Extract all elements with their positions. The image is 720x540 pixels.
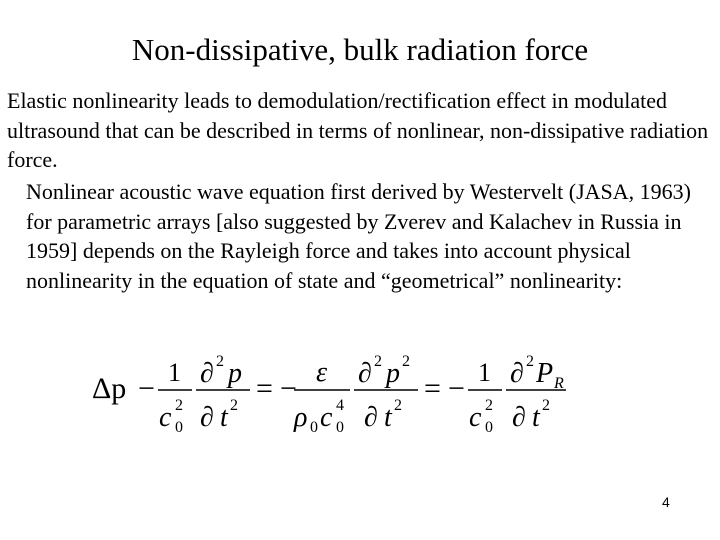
page-number: 4 (662, 494, 670, 510)
eq-frac6-sup: 2 (526, 353, 534, 370)
eq-frac6-var-P: P (536, 358, 554, 389)
eq-frac6-den-partial: ∂ (512, 402, 526, 433)
eq-frac5-num: 1 (478, 358, 491, 387)
westervelt-equation (88, 348, 628, 438)
eq-frac2-var-p: p (228, 358, 242, 389)
eq-frac2-sup: 2 (216, 353, 224, 370)
eq-frac6-den-t: t (532, 402, 540, 433)
eq-frac3-den-c: c (320, 402, 333, 433)
eq-frac4-partial: ∂ (358, 358, 372, 389)
eq-frac1-den-sup: 2 (175, 397, 183, 414)
eq-minus-3: − (448, 372, 465, 405)
eq-frac6-partial: ∂ (510, 358, 524, 389)
eq-frac2-partial: ∂ (200, 358, 214, 389)
body-paragraph-2: Nonlinear acoustic wave equation first derived by Westervelt (JASA, 1963) for parametric arrays [also suggested by Zverev and Kalachev in Russia in 1959] depends on the Rayleigh force and takes into account physical nonlinearity in the equation of state and “geometrical” nonlinearity: (26, 179, 691, 293)
eq-frac5-den-sub: 0 (485, 419, 493, 436)
eq-frac3-den-sup: 4 (336, 397, 344, 414)
eq-frac4-den-t: t (384, 402, 392, 433)
eq-equals-1: = (256, 372, 273, 405)
eq-frac4-den-sup: 2 (394, 397, 402, 414)
eq-frac4-var-p: p (386, 358, 400, 389)
eq-frac4-sup: 2 (374, 353, 382, 370)
eq-lhs: Δp (92, 372, 127, 405)
eq-frac1-den-sub: 0 (175, 419, 183, 436)
body-paragraph-1: Elastic nonlinearity leads to demodulation/rectification effect in modulated ultrasound that can be described in terms of nonlinear, non-dissipative radiation force. (7, 88, 709, 172)
eq-frac3-den-sub-c: 0 (336, 419, 344, 436)
eq-frac3-den-rho: ρ (294, 402, 308, 433)
eq-frac4-den-partial: ∂ (364, 402, 378, 433)
eq-frac6-den-sup: 2 (542, 397, 550, 414)
eq-minus-1: − (138, 372, 155, 405)
eq-equals-2: = (424, 372, 441, 405)
eq-frac5-den-c: c (469, 402, 482, 433)
eq-frac2-den-sup: 2 (230, 397, 238, 414)
eq-minus-2: − (280, 372, 297, 405)
slide-title: Non-dissipative, bulk radiation force (131, 32, 589, 67)
eq-frac4-var-sup: 2 (402, 353, 410, 370)
eq-frac2-den-t: t (220, 402, 228, 433)
eq-frac2-den-partial: ∂ (200, 402, 214, 433)
eq-frac6-sub-R: R (554, 375, 564, 392)
eq-frac1-num: 1 (168, 358, 181, 387)
eq-frac1-den-c: c (159, 402, 172, 433)
eq-frac3-num: ε (316, 357, 328, 388)
eq-frac5-den-sup: 2 (485, 397, 493, 414)
eq-frac3-den-sub-rho: 0 (310, 419, 318, 436)
